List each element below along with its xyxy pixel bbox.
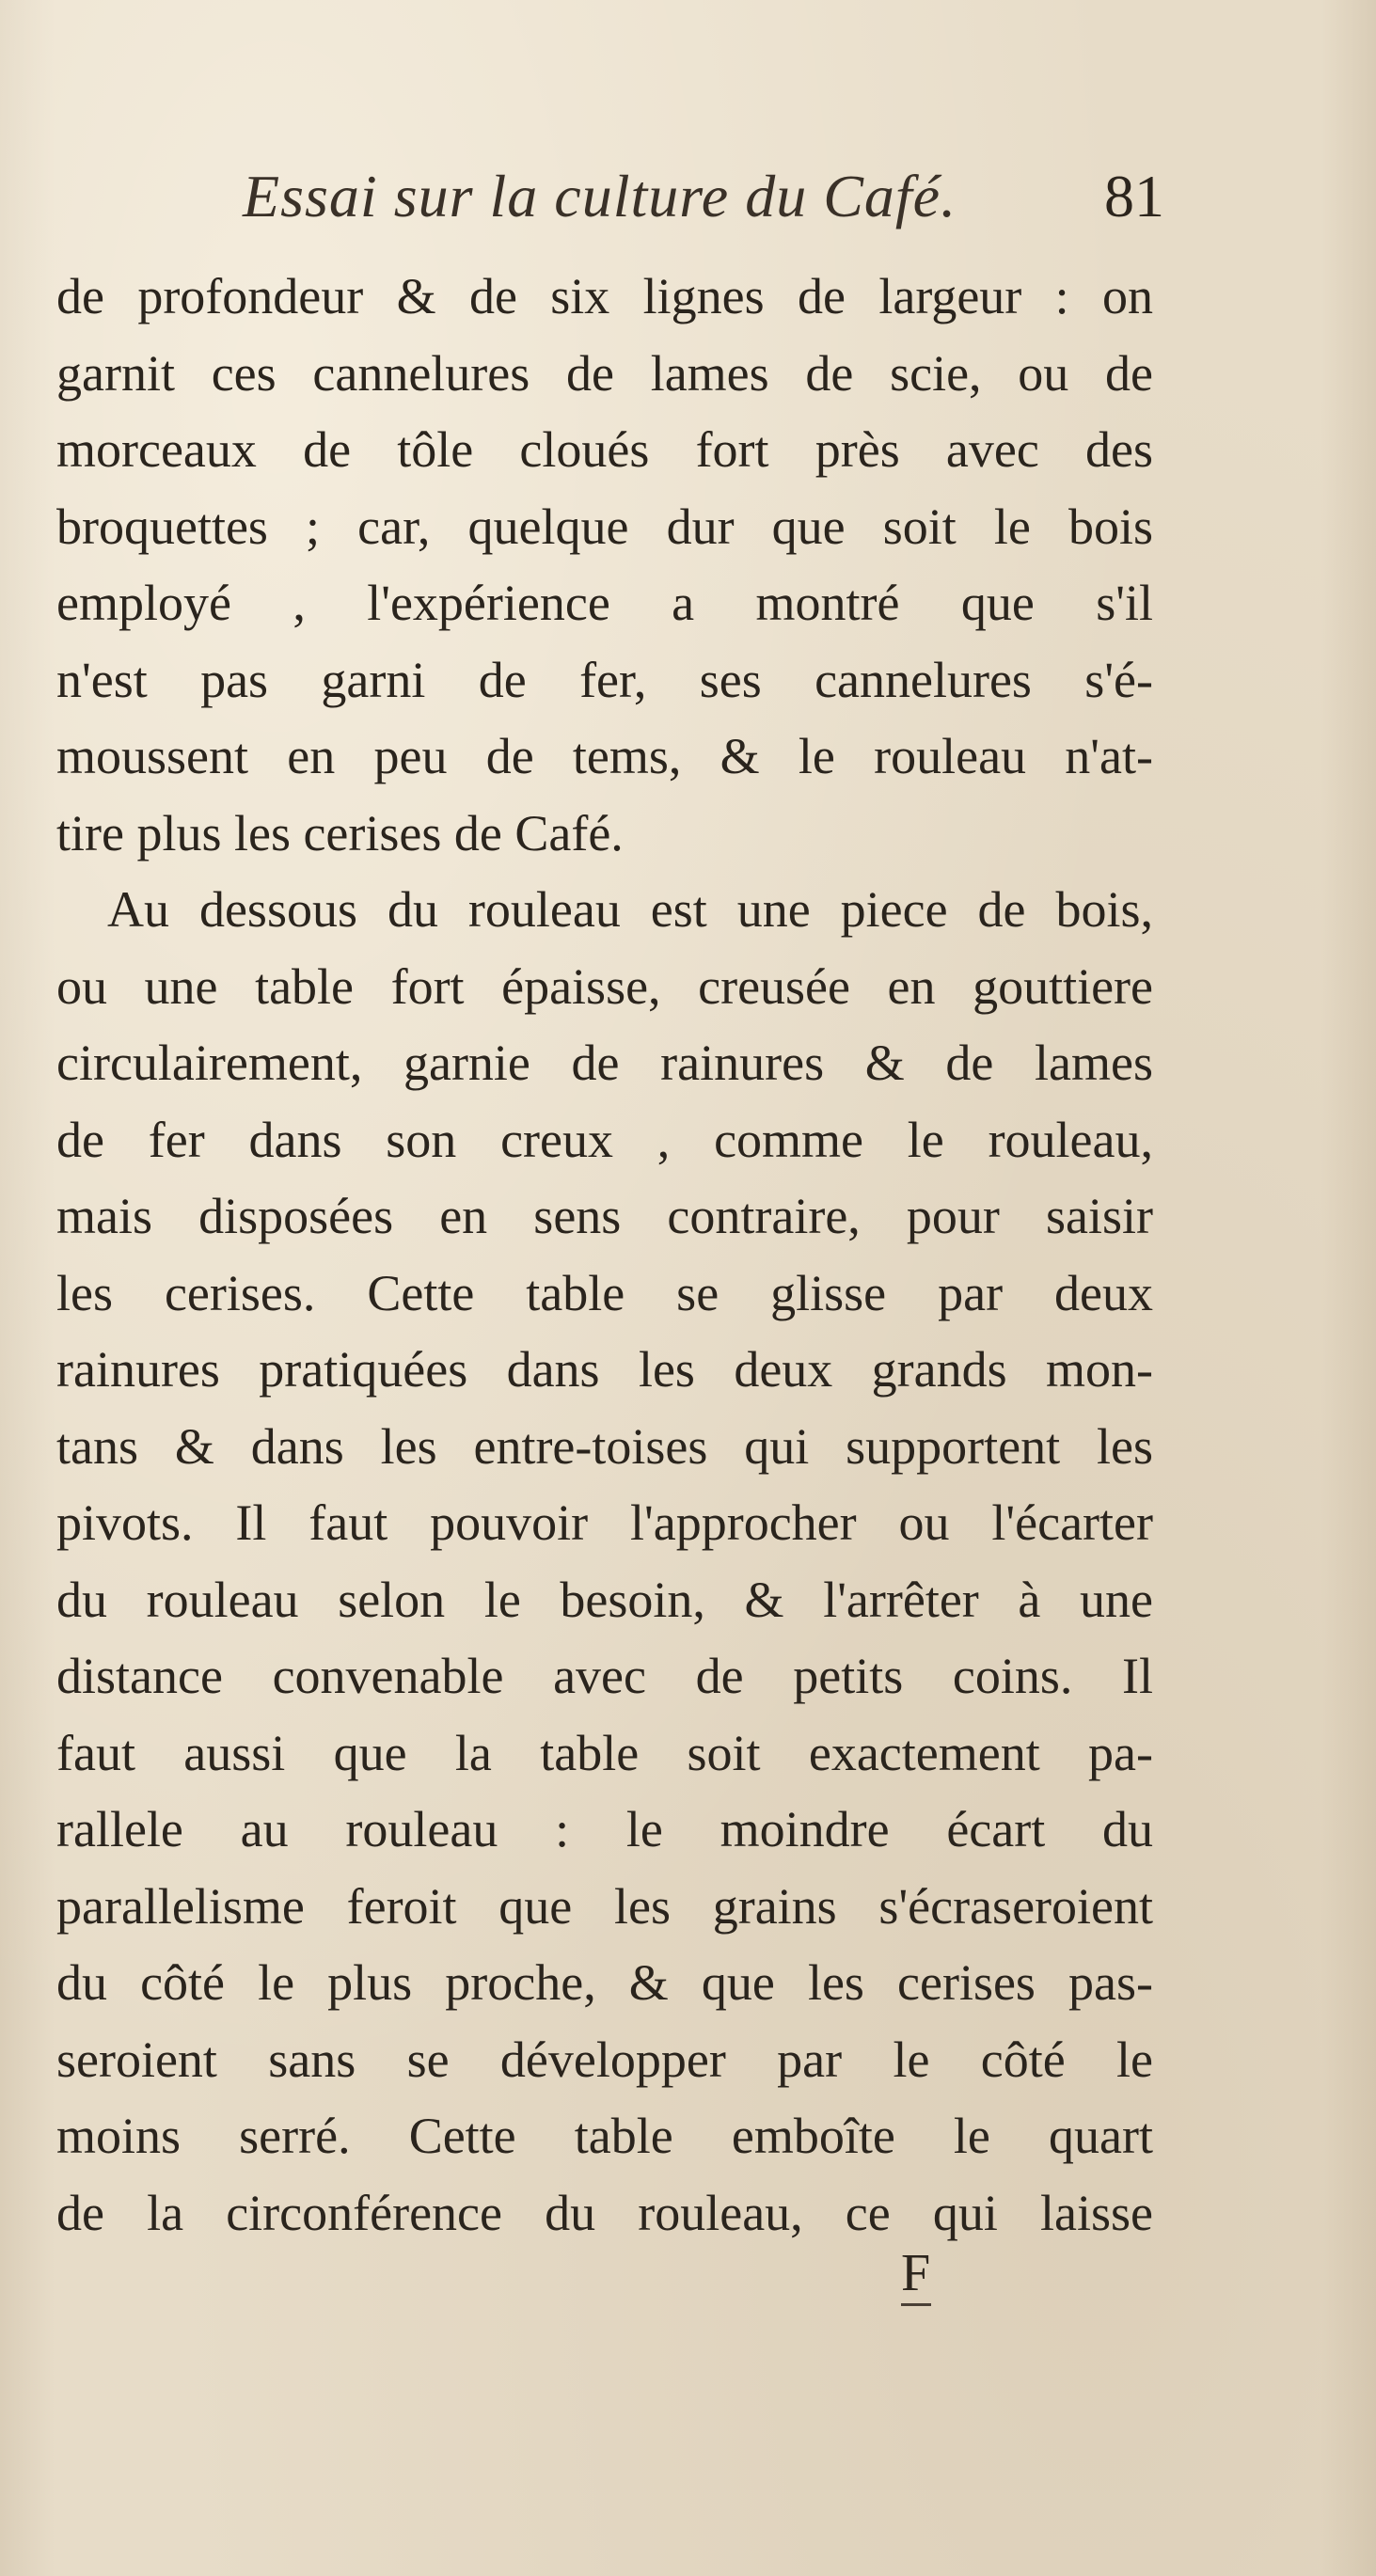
- text-line: tire plus les cerises de Café.: [56, 804, 624, 861]
- text-line: moins serré. Cette table emboîte le quart: [56, 2108, 1153, 2164]
- text-line: pivots. Il faut pouvoir l'approcher ou l'écarter: [56, 1494, 1153, 1551]
- text-line: distance convenable avec de petits coins. Il: [56, 1648, 1153, 1704]
- text-line: de profondeur & de six lignes de largeur : on: [56, 268, 1153, 324]
- text-line: employé , l'expérience a montré que s'il: [56, 575, 1153, 631]
- text-line: moussent en peu de tems, & le rouleau n'at-: [56, 728, 1153, 784]
- page-number: 81: [1104, 163, 1164, 229]
- text-line: circulairement, garnie de rainures & de lames: [56, 1035, 1153, 1091]
- running-head: [243, 162, 1164, 246]
- text-line: du côté le plus proche, & que les cerises pas-: [56, 1954, 1153, 2011]
- text-line: garnit ces cannelures de lames de scie, ou de: [56, 344, 1153, 402]
- text-line: parallelisme feroit que les grains s'écraseroient: [56, 1877, 1153, 1935]
- text-line: n'est pas garni de fer, ses cannelures s'é-: [56, 651, 1153, 708]
- text-line: du rouleau selon le besoin, & l'arrêter à une: [56, 1571, 1153, 1628]
- text-line: broquettes ; car, quelque dur que soit le bois: [56, 498, 1153, 555]
- body-text: [56, 259, 1153, 2252]
- text-line: les cerises. Cette table se glisse par deux: [56, 1264, 1153, 1321]
- running-title: Essai sur la culture du Café.: [243, 163, 957, 229]
- text-line: rainures pratiquées dans les deux grands mon-: [56, 1341, 1153, 1398]
- text-line: de fer dans son creux , comme le rouleau,: [56, 1111, 1153, 1168]
- text-line: rallele au rouleau : le moindre écart du: [56, 1801, 1153, 1857]
- text-line: morceaux de tôle cloués fort près avec des: [56, 421, 1153, 478]
- text-line: seroient sans se développer par le côté le: [56, 2031, 1153, 2088]
- text-line: faut aussi que la table soit exactement pa-: [56, 1724, 1153, 1781]
- paragraph-start-line: Au dessous du rouleau est une piece de bois,: [107, 881, 1153, 938]
- text-line: tans & dans les entre-toises qui supportent les: [56, 1417, 1153, 1475]
- text-line: mais disposées en sens contraire, pour saisir: [56, 1188, 1153, 1244]
- text-line: ou une table fort épaisse, creusée en gouttiere: [56, 957, 1153, 1015]
- signature-mark: F: [901, 2243, 931, 2306]
- text-line: de la circonférence du rouleau, ce qui laisse: [56, 2184, 1153, 2241]
